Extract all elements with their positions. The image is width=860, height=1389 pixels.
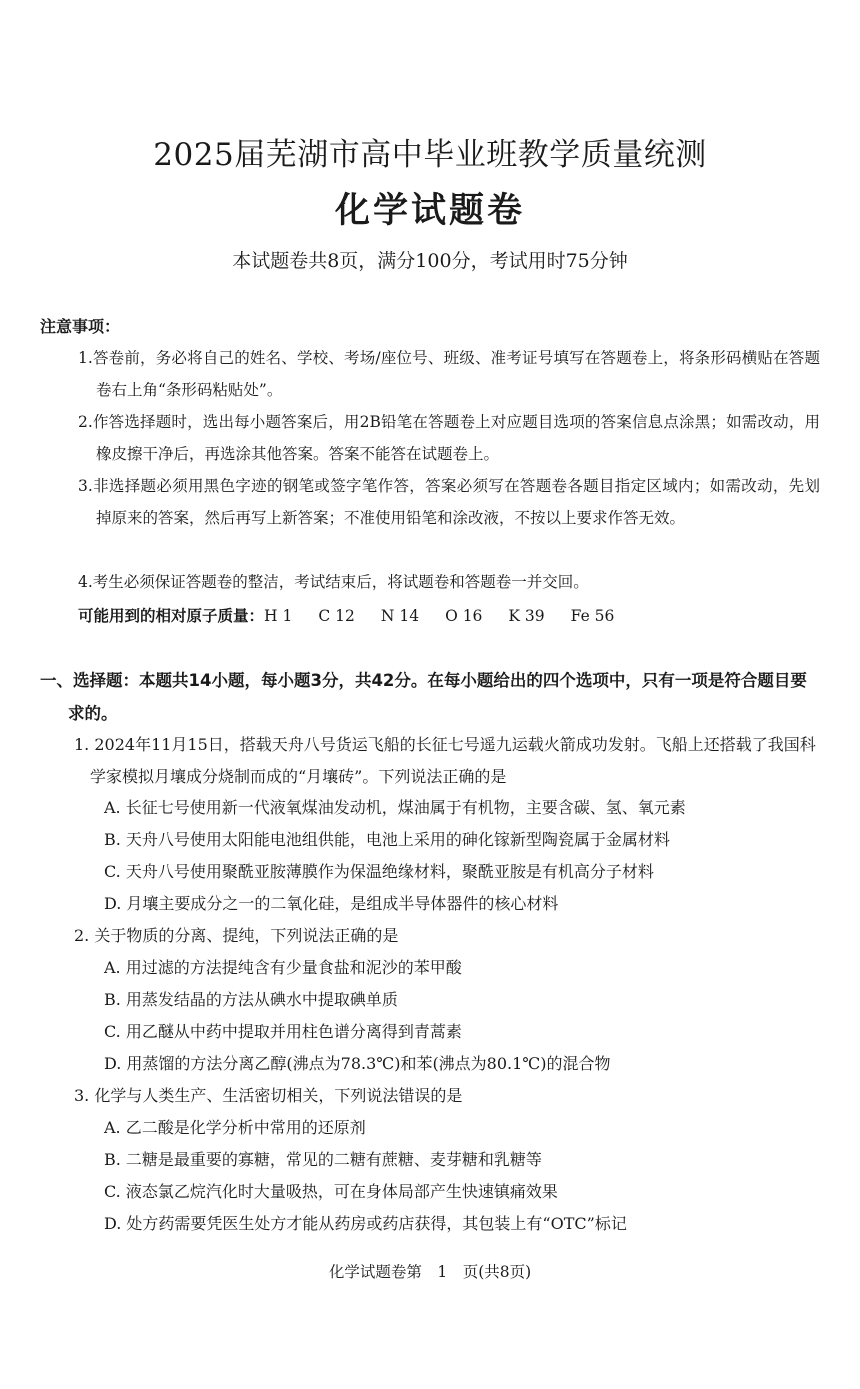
atomic-masses-label: 可能用到的相对原子质量： [78,607,265,625]
question-3-stem: 3. 化学与人类生产、生活密切相关，下列说法错误的是 [74,1086,463,1105]
question-3-option-a: A. 乙二酸是化学分析中常用的还原剂 [104,1118,366,1137]
question-3-option-b: B. 二糖是最重要的寡糖，常见的二糖有蔗糖、麦芽糖和乳糖等 [104,1150,542,1169]
atomic-mass-c: C 12 [318,607,355,625]
question-2-option-a: A. 用过滤的方法提纯含有少量食盐和泥沙的苯甲酸 [104,958,462,977]
subject-title: 化学试题卷 [334,191,525,231]
notes-heading: 注意事项： [40,317,121,336]
page-footer: 化学试题卷第 1 页(共8页) [328,1263,532,1281]
atomic-mass-o: O 16 [445,607,483,625]
note-item: 1.答卷前，务必将自己的姓名、学校、考场/座位号、班级、准考证号填写在答题卷上，将条形码横贴在答题卷右上角“条形码粘贴处”。 [78,349,820,399]
section-heading: 一、选择题：本题共14小题，每小题3分，共42分。在每小题给出的四个选项中，只有一项是符合题目要求的。 [40,671,807,723]
exam-title: 2025届芜湖市高中毕业班教学质量统测 [153,137,707,173]
note-item: 3.非选择题必须用黑色字迹的钢笔或签字笔作答，答案必须写在答题卷各题目指定区域内；如需改动，先划掉原来的答案，然后再写上新答案；不准使用铅笔和涂改液，不按以上要求作答无效。 [78,477,820,527]
note-item: 4.考生必须保证答题卷的整洁，考试结束后，将试题卷和答题卷一并交回。 [78,573,589,591]
question-2-stem: 2. 关于物质的分离、提纯，下列说法正确的是 [74,926,399,945]
atomic-mass-k: K 39 [508,607,545,625]
question-1-option-a: A. 长征七号使用新一代液氧煤油发动机，煤油属于有机物，主要含碳、氢、氧元素 [104,798,686,817]
question-1-stem: 1. 2024年11月15日，搭载天舟八号货运飞船的长征七号遥九运载火箭成功发射。飞船上还搭载了我国科学家模拟月壤成分烧制而成的“月壤砖”。下列说法正确的是 [74,735,816,786]
note-item: 2.作答选择题时，选出每小题答案后，用2B铅笔在答题卷上对应题目选项的答案信息点涂黑；如需改动，用橡皮擦干净后，再选涂其他答案。答案不能答在试题卷上。 [78,413,820,463]
atomic-mass-fe: Fe 56 [570,607,615,625]
question-3-option-c: C. 液态氯乙烷汽化时大量吸热，可在身体局部产生快速镇痛效果 [104,1182,558,1201]
atomic-mass-n: N 14 [380,607,420,625]
question-2-option-c: C. 用乙醚从中药中提取并用柱色谱分离得到青蒿素 [104,1022,462,1041]
atomic-masses [78,600,640,632]
question-1-option-b: B. 天舟八号使用太阳能电池组供能，电池上采用的砷化镓新型陶瓷属于金属材料 [104,830,670,849]
question-1-option-d: D. 月壤主要成分之一的二氧化硅，是组成半导体器件的核心材料 [104,894,559,913]
question-1-option-c: C. 天舟八号使用聚酰亚胺薄膜作为保温绝缘材料，聚酰亚胺是有机高分子材料 [104,862,654,881]
question-2-option-b: B. 用蒸发结晶的方法从碘水中提取碘单质 [104,990,398,1009]
question-2-option-d: D. 用蒸馏的方法分离乙醇(沸点为78.3℃)和苯(沸点为80.1℃)的混合物 [104,1054,611,1073]
question-3-option-d: D. 处方药需要凭医生处方才能从药房或药店获得，其包装上有“OTC”标记 [104,1214,627,1233]
exam-info: 本试题卷共8页，满分100分，考试用时75分钟 [232,250,628,272]
atomic-mass-h: H 1 [264,607,293,625]
